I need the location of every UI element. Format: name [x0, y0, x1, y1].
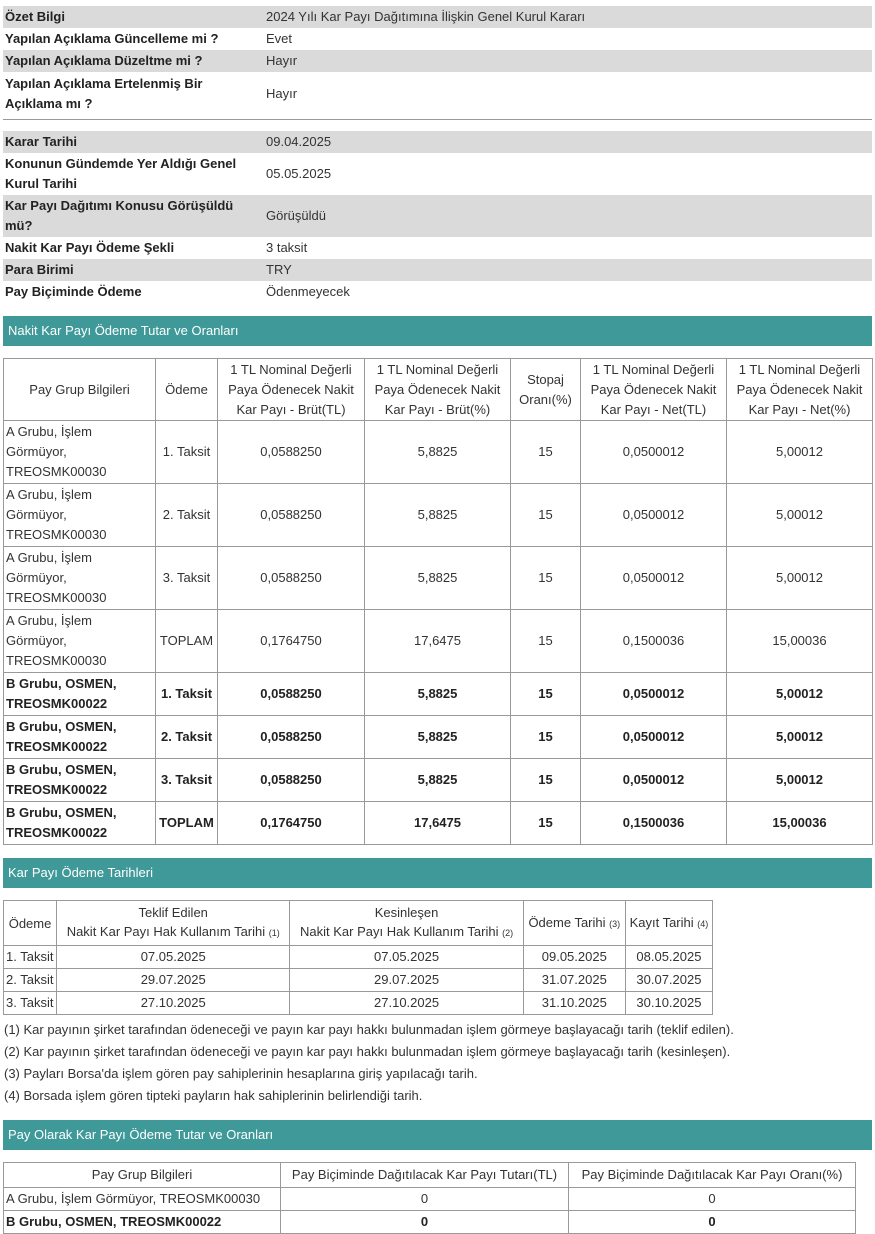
table-row — [4, 421, 873, 484]
payment-cell: 1. Taksit — [156, 673, 218, 716]
payment-cell: TOPLAM — [156, 610, 218, 673]
header-net-tl: 1 TL Nominal Değerli Paya Ödenecek Nakit Kar Payı - Net(TL) — [581, 359, 727, 421]
gross-pct-cell: 5,8825 — [365, 716, 511, 759]
group-cell: A Grubu, İşlem Görmüyor, TREOSMK00030 — [4, 484, 156, 547]
net-pct-cell: 15,00036 — [727, 610, 873, 673]
installment-cell: 2. Taksit — [4, 969, 57, 992]
summary-row — [3, 6, 872, 28]
stock-table-header — [4, 1163, 856, 1188]
net-tl-cell: 0,0500012 — [581, 547, 727, 610]
group-cell: A Grubu, İşlem Görmüyor, TREOSMK00030 — [4, 1188, 281, 1211]
group-cell: B Grubu, OSMEN, TREOSMK00022 — [4, 673, 156, 716]
header-payment-date-label: Ödeme Tarihi — [528, 914, 606, 930]
net-tl-cell: 0,0500012 — [581, 759, 727, 802]
header-proposed-line1: Teklif Edilen — [138, 905, 208, 920]
dates-section-title: Kar Payı Ödeme Tarihleri — [3, 858, 872, 888]
table-row — [4, 992, 713, 1015]
table-row — [4, 969, 713, 992]
footnote: (3) Payları Borsa'da işlem gören pay sahiplerinin hesaplarına giriş yapılacağı tarih. — [4, 1066, 478, 1081]
proposed-date-cell: 29.07.2025 — [57, 969, 290, 992]
final-date-cell: 27.10.2025 — [290, 992, 523, 1015]
payment-date-cell: 09.05.2025 — [523, 946, 625, 969]
decision-row — [3, 153, 872, 195]
payment-date-cell: 31.07.2025 — [523, 969, 625, 992]
summary-row — [3, 72, 872, 116]
footnote-marker: (4) — [697, 918, 709, 929]
decision-label: Para Birimi — [3, 259, 260, 281]
header-stock-amount: Pay Biçiminde Dağıtılacak Kar Payı Tutarı(TL) — [281, 1163, 569, 1188]
group-cell: B Grubu, OSMEN, TREOSMK00022 — [4, 759, 156, 802]
net-tl-cell: 0,0500012 — [581, 484, 727, 547]
record-date-cell: 30.10.2025 — [625, 992, 712, 1015]
footnote: (1) Kar payının şirket tarafından ödeneceği ve payın kar payı hakkı bulunmadan işlem görmeye başlayacağı tarih (teklif edilen). — [4, 1022, 734, 1037]
stock-amount-cell: 0 — [281, 1188, 569, 1211]
dates-table-header — [4, 901, 713, 946]
footnote: (4) Borsada işlem gören tipteki payların hak sahiplerinin belirlendiği tarih. — [4, 1088, 423, 1103]
header-proposed-date — [57, 901, 290, 946]
table-row — [4, 716, 873, 759]
cash-table-header — [4, 359, 873, 421]
summary-value: Hayır — [260, 72, 872, 116]
table-row — [4, 484, 873, 547]
net-pct-cell: 15,00036 — [727, 802, 873, 845]
summary-value: Hayır — [260, 50, 872, 72]
gross-tl-cell: 0,1764750 — [218, 610, 365, 673]
gross-tl-cell: 0,0588250 — [218, 421, 365, 484]
payment-date-cell: 31.10.2025 — [523, 992, 625, 1015]
decision-row — [3, 195, 872, 237]
payment-cell: 2. Taksit — [156, 484, 218, 547]
gross-tl-cell: 0,0588250 — [218, 547, 365, 610]
group-cell: B Grubu, OSMEN, TREOSMK00022 — [4, 1211, 281, 1234]
header-proposed-line2: Nakit Kar Payı Hak Kullanım Tarihi — [66, 924, 266, 939]
header-net-pct: 1 TL Nominal Değerli Paya Ödenecek Nakit Kar Payı - Net(%) — [727, 359, 873, 421]
summary-table — [3, 6, 872, 116]
proposed-date-cell: 27.10.2025 — [57, 992, 290, 1015]
stock-ratio-cell: 0 — [569, 1188, 856, 1211]
net-pct-cell: 5,00012 — [727, 716, 873, 759]
gross-tl-cell: 0,0588250 — [218, 673, 365, 716]
net-tl-cell: 0,0500012 — [581, 673, 727, 716]
gross-tl-cell: 0,0588250 — [218, 759, 365, 802]
footnote-marker: (2) — [502, 928, 514, 938]
payment-dates-table — [3, 900, 713, 1015]
withholding-cell: 15 — [511, 802, 581, 845]
group-cell: A Grubu, İşlem Görmüyor, TREOSMK00030 — [4, 610, 156, 673]
net-tl-cell: 0,1500036 — [581, 610, 727, 673]
decision-value: 05.05.2025 — [260, 153, 872, 195]
header-final-date — [290, 901, 523, 946]
net-tl-cell: 0,0500012 — [581, 421, 727, 484]
cash-dividend-table — [3, 358, 873, 845]
decision-row — [3, 259, 872, 281]
payment-cell: 3. Taksit — [156, 759, 218, 802]
net-pct-cell: 5,00012 — [727, 759, 873, 802]
decision-value: Ödenmeyecek — [260, 281, 872, 303]
proposed-date-cell: 07.05.2025 — [57, 946, 290, 969]
group-cell: B Grubu, OSMEN, TREOSMK00022 — [4, 802, 156, 845]
withholding-cell: 15 — [511, 610, 581, 673]
net-pct-cell: 5,00012 — [727, 673, 873, 716]
payment-cell: 1. Taksit — [156, 421, 218, 484]
table-row — [4, 946, 713, 969]
withholding-cell: 15 — [511, 673, 581, 716]
decision-label: Pay Biçiminde Ödeme — [3, 281, 260, 303]
withholding-cell: 15 — [511, 547, 581, 610]
net-pct-cell: 5,00012 — [727, 484, 873, 547]
summary-value: Evet — [260, 28, 872, 50]
stock-section-title: Pay Olarak Kar Payı Ödeme Tutar ve Oranları — [3, 1120, 872, 1150]
gross-pct-cell: 5,8825 — [365, 673, 511, 716]
decision-label: Kar Payı Dağıtımı Konusu Görüşüldü mü? — [3, 195, 260, 237]
stock-dividend-table — [3, 1162, 856, 1234]
decision-value: 09.04.2025 — [260, 131, 872, 153]
decision-row — [3, 131, 872, 153]
decision-label: Nakit Kar Payı Ödeme Şekli — [3, 237, 260, 259]
table-row — [4, 673, 873, 716]
stock-ratio-cell: 0 — [569, 1211, 856, 1234]
header-final-line1: Kesinleşen — [374, 905, 439, 920]
decision-label: Konunun Gündemde Yer Aldığı Genel Kurul Tarihi — [3, 153, 260, 195]
gross-pct-cell: 17,6475 — [365, 802, 511, 845]
gross-pct-cell: 5,8825 — [365, 759, 511, 802]
payment-cell: 3. Taksit — [156, 547, 218, 610]
table-row — [4, 1188, 856, 1211]
installment-cell: 1. Taksit — [4, 946, 57, 969]
summary-row — [3, 50, 872, 72]
header-gross-tl: 1 TL Nominal Değerli Paya Ödenecek Nakit Kar Payı - Brüt(TL) — [218, 359, 365, 421]
payment-cell: 2. Taksit — [156, 716, 218, 759]
summary-label: Yapılan Açıklama Güncelleme mi ? — [3, 28, 260, 50]
table-row — [4, 1211, 856, 1234]
header-payment: Ödeme — [156, 359, 218, 421]
group-cell: B Grubu, OSMEN, TREOSMK00022 — [4, 716, 156, 759]
group-cell: A Grubu, İşlem Görmüyor, TREOSMK00030 — [4, 547, 156, 610]
net-tl-cell: 0,1500036 — [581, 802, 727, 845]
divider — [3, 119, 872, 120]
record-date-cell: 08.05.2025 — [625, 946, 712, 969]
header-group-info: Pay Grup Bilgileri — [4, 359, 156, 421]
summary-label: Yapılan Açıklama Ertelenmiş Bir Açıklama mı ? — [3, 72, 260, 116]
net-pct-cell: 5,00012 — [727, 421, 873, 484]
table-row — [4, 759, 873, 802]
cash-section-title: Nakit Kar Payı Ödeme Tutar ve Oranları — [3, 316, 872, 346]
gross-tl-cell: 0,0588250 — [218, 484, 365, 547]
header-group-info: Pay Grup Bilgileri — [4, 1163, 281, 1188]
header-record-date — [625, 901, 712, 946]
decision-value: TRY — [260, 259, 872, 281]
decision-value: 3 taksit — [260, 237, 872, 259]
gross-pct-cell: 17,6475 — [365, 610, 511, 673]
gross-pct-cell: 5,8825 — [365, 547, 511, 610]
header-withholding: Stopaj Oranı(%) — [511, 359, 581, 421]
net-tl-cell: 0,0500012 — [581, 716, 727, 759]
installment-cell: 3. Taksit — [4, 992, 57, 1015]
gross-tl-cell: 0,0588250 — [218, 716, 365, 759]
footnotes — [3, 1019, 872, 1107]
withholding-cell: 15 — [511, 716, 581, 759]
withholding-cell: 15 — [511, 484, 581, 547]
decision-row — [3, 281, 872, 303]
summary-value: 2024 Yılı Kar Payı Dağıtımına İlişkin Genel Kurul Kararı — [260, 6, 872, 28]
footnote-marker: (1) — [268, 928, 280, 938]
summary-label: Özet Bilgi — [3, 6, 260, 28]
summary-label: Yapılan Açıklama Düzeltme mi ? — [3, 50, 260, 72]
table-row — [4, 547, 873, 610]
net-pct-cell: 5,00012 — [727, 547, 873, 610]
final-date-cell: 29.07.2025 — [290, 969, 523, 992]
gross-pct-cell: 5,8825 — [365, 421, 511, 484]
header-final-line2: Nakit Kar Payı Hak Kullanım Tarihi — [300, 924, 499, 939]
decision-value: Görüşüldü — [260, 195, 872, 237]
header-record-date-label: Kayıt Tarihi — [629, 914, 694, 930]
decision-table — [3, 131, 872, 303]
record-date-cell: 30.07.2025 — [625, 969, 712, 992]
gross-pct-cell: 5,8825 — [365, 484, 511, 547]
table-row — [4, 610, 873, 673]
stock-amount-cell: 0 — [281, 1211, 569, 1234]
footnote-marker: (3) — [609, 918, 621, 929]
decision-row — [3, 237, 872, 259]
footnote: (2) Kar payının şirket tarafından ödeneceği ve payın kar payı hakkı bulunmadan işlem görmeye başlayacağı tarih (kesinleşen). — [4, 1044, 731, 1059]
header-payment: Ödeme — [4, 901, 57, 946]
header-payment-date — [523, 901, 625, 946]
table-row — [4, 802, 873, 845]
withholding-cell: 15 — [511, 421, 581, 484]
summary-row — [3, 28, 872, 50]
group-cell: A Grubu, İşlem Görmüyor, TREOSMK00030 — [4, 421, 156, 484]
header-gross-pct: 1 TL Nominal Değerli Paya Ödenecek Nakit Kar Payı - Brüt(%) — [365, 359, 511, 421]
decision-label: Karar Tarihi — [3, 131, 260, 153]
gross-tl-cell: 0,1764750 — [218, 802, 365, 845]
document — [3, 6, 872, 1234]
withholding-cell: 15 — [511, 759, 581, 802]
header-stock-ratio: Pay Biçiminde Dağıtılacak Kar Payı Oranı(%) — [569, 1163, 856, 1188]
final-date-cell: 07.05.2025 — [290, 946, 523, 969]
payment-cell: TOPLAM — [156, 802, 218, 845]
